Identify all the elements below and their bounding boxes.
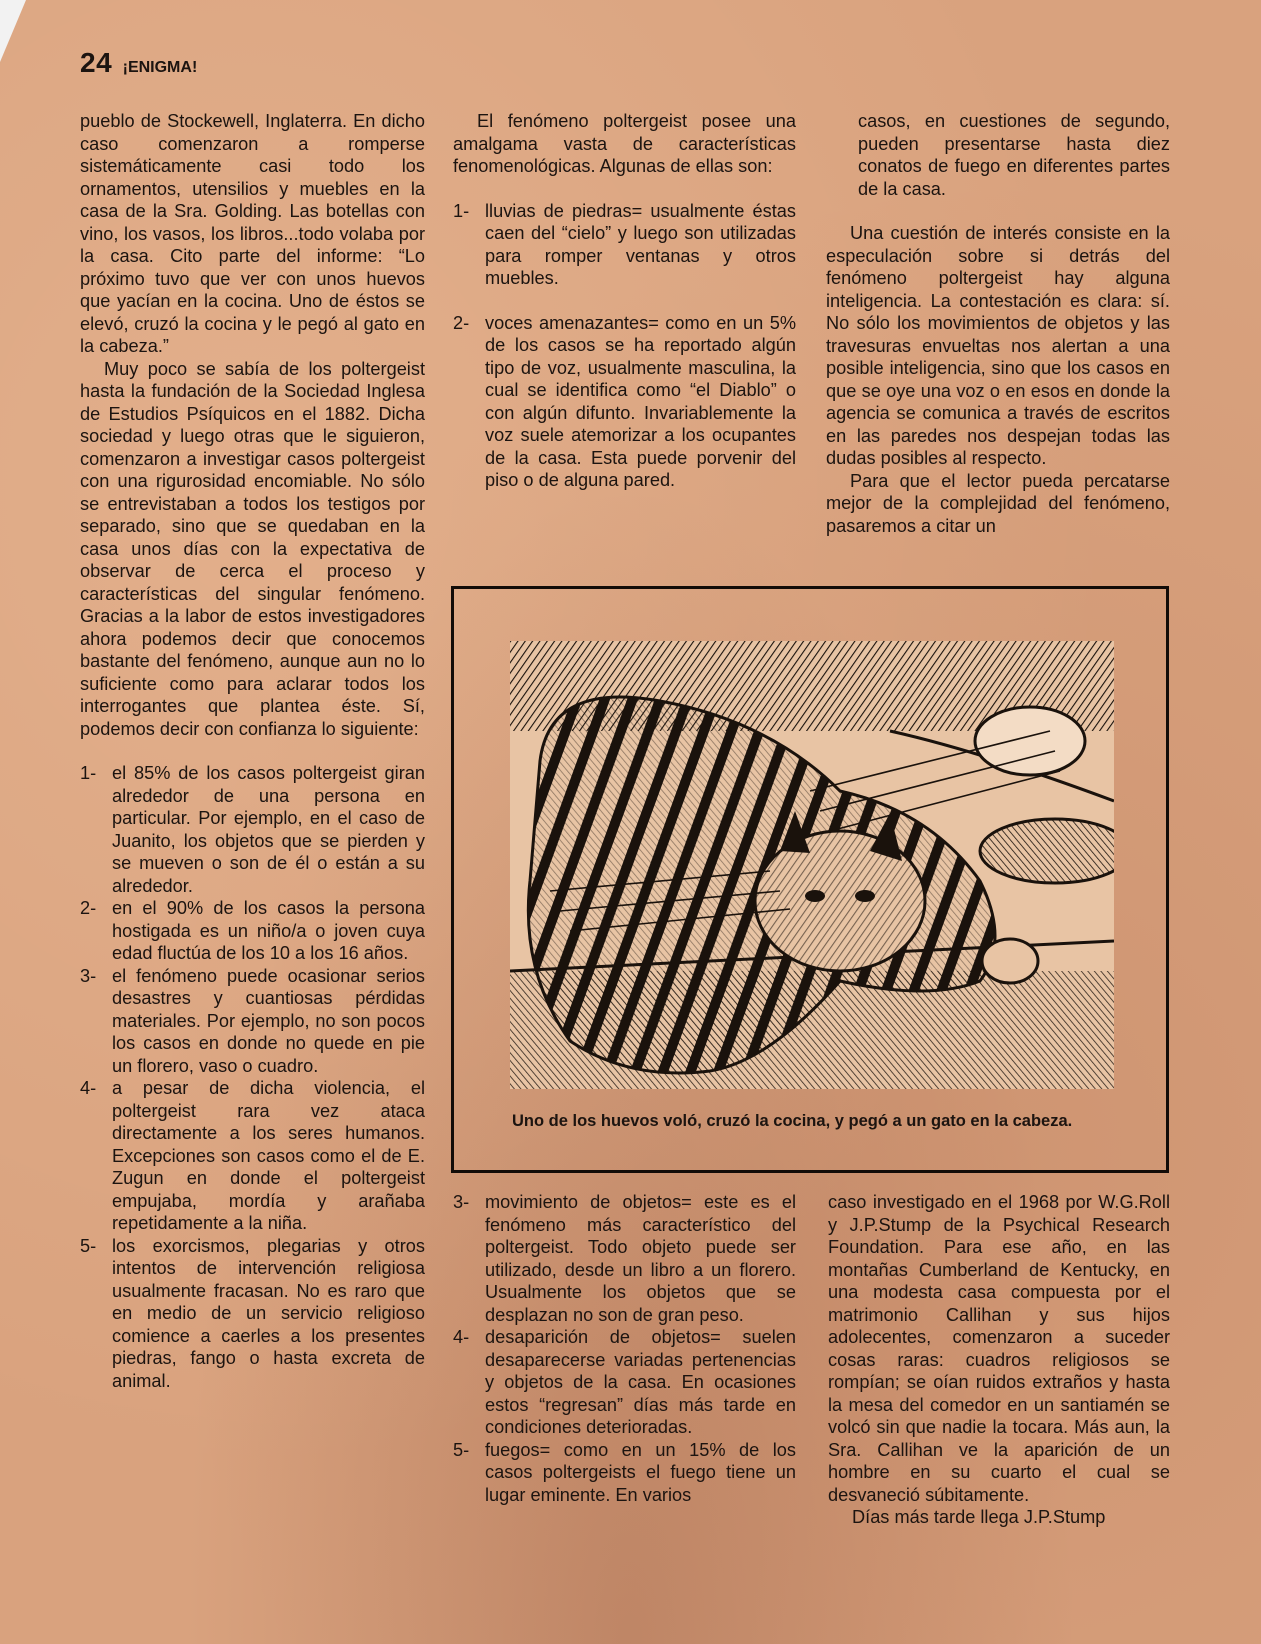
characteristics-list <box>80 762 425 1392</box>
list-item <box>80 897 425 965</box>
features-list <box>453 200 796 492</box>
figure-caption: Uno de los huevos voló, cruzó la cocina, y pegó a un gato en la cabeza. <box>512 1112 1073 1130</box>
list-number: 4- <box>80 1078 97 1098</box>
list-text: el fenómeno puede ocasionar serios desastres y cuantiosas pérdidas materiales. Por ejemplo, no son pocos los casos en donde no quede en pie un florero, vaso o cuadro. <box>112 965 425 1076</box>
paragraph: casos, en cuestiones de segundo, pueden presentarse hasta diez conatos de fuego en diferentes partes de la casa. <box>858 111 1170 199</box>
list-item <box>453 1439 796 1507</box>
list-number: 5- <box>453 1439 470 1460</box>
column-2-bottom <box>453 1191 796 1506</box>
paragraph: Una cuestión de interés consiste en la especulación sobre si detrás del fenómeno poltergeist hay alguna inteligencia. La contestación es clara: sí. No sólo los movimientos de objetos y las travesuras envueltas nos alertan a una posible inteligencia, sino que los casos en que se oye una voz o en esos en donde la agencia se comunica a través de escritos en las paredes nos despejan todas las dudas posibles al respecto. <box>826 223 1170 468</box>
list-item <box>80 965 425 1078</box>
list-number: 2- <box>453 312 470 333</box>
torn-corner <box>0 0 26 62</box>
list-number: 2- <box>80 898 97 918</box>
list-item <box>453 1326 796 1439</box>
list-number: 1- <box>453 200 470 221</box>
figure-box <box>451 586 1169 1173</box>
list-text: voces amenazantes= como en un 5% de los casos se ha reportado algún tipo de voz, usualmente masculina, la cual se identifica como “el Diablo” o con algún difunto. Invariablemente la voz suele atemorizar a los ocupantes de la casa. Esta puede porvenir del piso o de alguna pared. <box>485 312 796 490</box>
list-number: 4- <box>453 1327 470 1347</box>
list-text: lluvias de piedras= usualmente éstas caen del “cielo” y luego son utilizadas para romper ventanas y otros muebles. <box>485 200 796 288</box>
list-text: en el 90% de los casos la persona hostigada es un niño/a o joven cuya edad fluctúa de los 10 a los 16 años. <box>112 898 425 963</box>
paragraph: Para que el lector pueda percatarse mejor de la complejidad del fenómeno, pasaremos a citar un <box>826 470 1170 536</box>
column-3-top <box>826 110 1170 537</box>
list-number: 3- <box>80 965 97 986</box>
list-text: fuegos= como en un 15% de los casos poltergeists el fuego tiene un lugar eminente. En varios <box>485 1439 796 1505</box>
paragraph: Muy poco se sabía de los poltergeist hasta la fundación de la Sociedad Inglesa de Estudios Psíquicos en el 1882. Dicha sociedad y luego otras que le siguieron, comenzaron a investigar casos poltergeist con una rigurosidad encomiable. No sólo se entrevistaban a todos los testigos por separado, sino que se quedaban en la casa unos días con la expectativa de observar de cerca el proceso y características del singular fenómeno. Gracias a la labor de estos investigadores ahora podemos decir que conocemos bastante del fenómeno, aunque aun no lo suficiente como para aclarar todos los interrogantes que plantea éste. Sí, podemos decir con confianza lo siguiente: <box>80 358 425 739</box>
list-text: los exorcismos, plegarias y otros intentos de intervención religiosa usualmente fracasan. No es raro que en medio de un servicio religioso comience a caerles a los presentes piedras, fango o hasta excreta de animal. <box>112 1235 425 1391</box>
list-text: movimiento de objetos= este es el fenómeno más característico del poltergeist. Todo objeto puede ser utilizado, desde un libro a un florero. Usualmente los objetos que se desplazan no son de gran peso. <box>485 1192 796 1325</box>
list-number: 5- <box>80 1235 97 1256</box>
list-item <box>453 312 796 492</box>
list-text: a pesar de dicha violencia, el poltergeist rara vez ataca directamente a los seres humanos. Excepciones son casos como el de E. Zugun en donde el poltergeist empujaba, mordía y arañaba repetidamente a la niña. <box>112 1078 425 1233</box>
list-item <box>453 200 796 290</box>
list-item <box>80 1077 425 1235</box>
list-item <box>80 1235 425 1393</box>
page-header <box>80 47 197 79</box>
magazine-title: ¡ENIGMA! <box>122 59 198 76</box>
column-3-bottom <box>828 1191 1170 1529</box>
paragraph: El fenómeno poltergeist posee una amalgama vasta de características fenomenológicas. Algunas de ellas son: <box>453 111 796 176</box>
column-2-top <box>453 110 796 492</box>
paragraph: caso investigado en el 1968 por W.G.Roll y J.P.Stump de la Psychical Research Foundation. Para ese año, en las montañas Cumberland de Kentucky, en una modesta casa compuesta por el matrimonio Callihan y sus hijos adolecentes, comenzaron a suceder cosas raras: cuadros religiosos se rompían; se oían ruidos extraños y hasta la mesa del comedor en un santiamén se volcó sin que nadie la tocara. Más aun, la Sra. Callihan ve la aparición de un hombre en su cuarto el cual se desvaneció súbitamente. <box>828 1192 1170 1505</box>
list-item <box>453 1191 796 1326</box>
features-list-continued <box>453 1191 796 1506</box>
page-number: 24 <box>80 47 113 78</box>
paragraph: Días más tarde llega J.P.Stump <box>852 1507 1106 1527</box>
cat-illustration <box>510 641 1114 1089</box>
list-item <box>80 762 425 897</box>
list-text: desaparición de objetos= suelen desaparecerse variadas pertenencias y objetos de la casa. En ocasiones estos “regresan” días más tarde en condiciones deterioradas. <box>485 1327 796 1437</box>
list-number: 3- <box>453 1192 470 1212</box>
column-1 <box>80 110 425 1392</box>
list-number: 1- <box>80 763 97 783</box>
list-text: el 85% de los casos poltergeist giran alrededor de una persona en particular. Por ejemplo, en el caso de Juanito, los objetos que se pierden y se mueven o son de él o están a su alrededor. <box>112 763 425 896</box>
paragraph: pueblo de Stockewell, Inglaterra. En dicho caso comenzaron a romperse sistemáticamente casi todo los ornamentos, utensilios y muebles en la casa de la Sra. Golding. Las botellas con vino, los vasos, los libros...todo volaba por la casa. Cito parte del informe: “Lo próximo tuvo que ver con unos huevos que yacían en la cocina. Uno de éstos se elevó, cruzó la cocina y le pegó al gato en la cabeza.” <box>80 111 425 356</box>
